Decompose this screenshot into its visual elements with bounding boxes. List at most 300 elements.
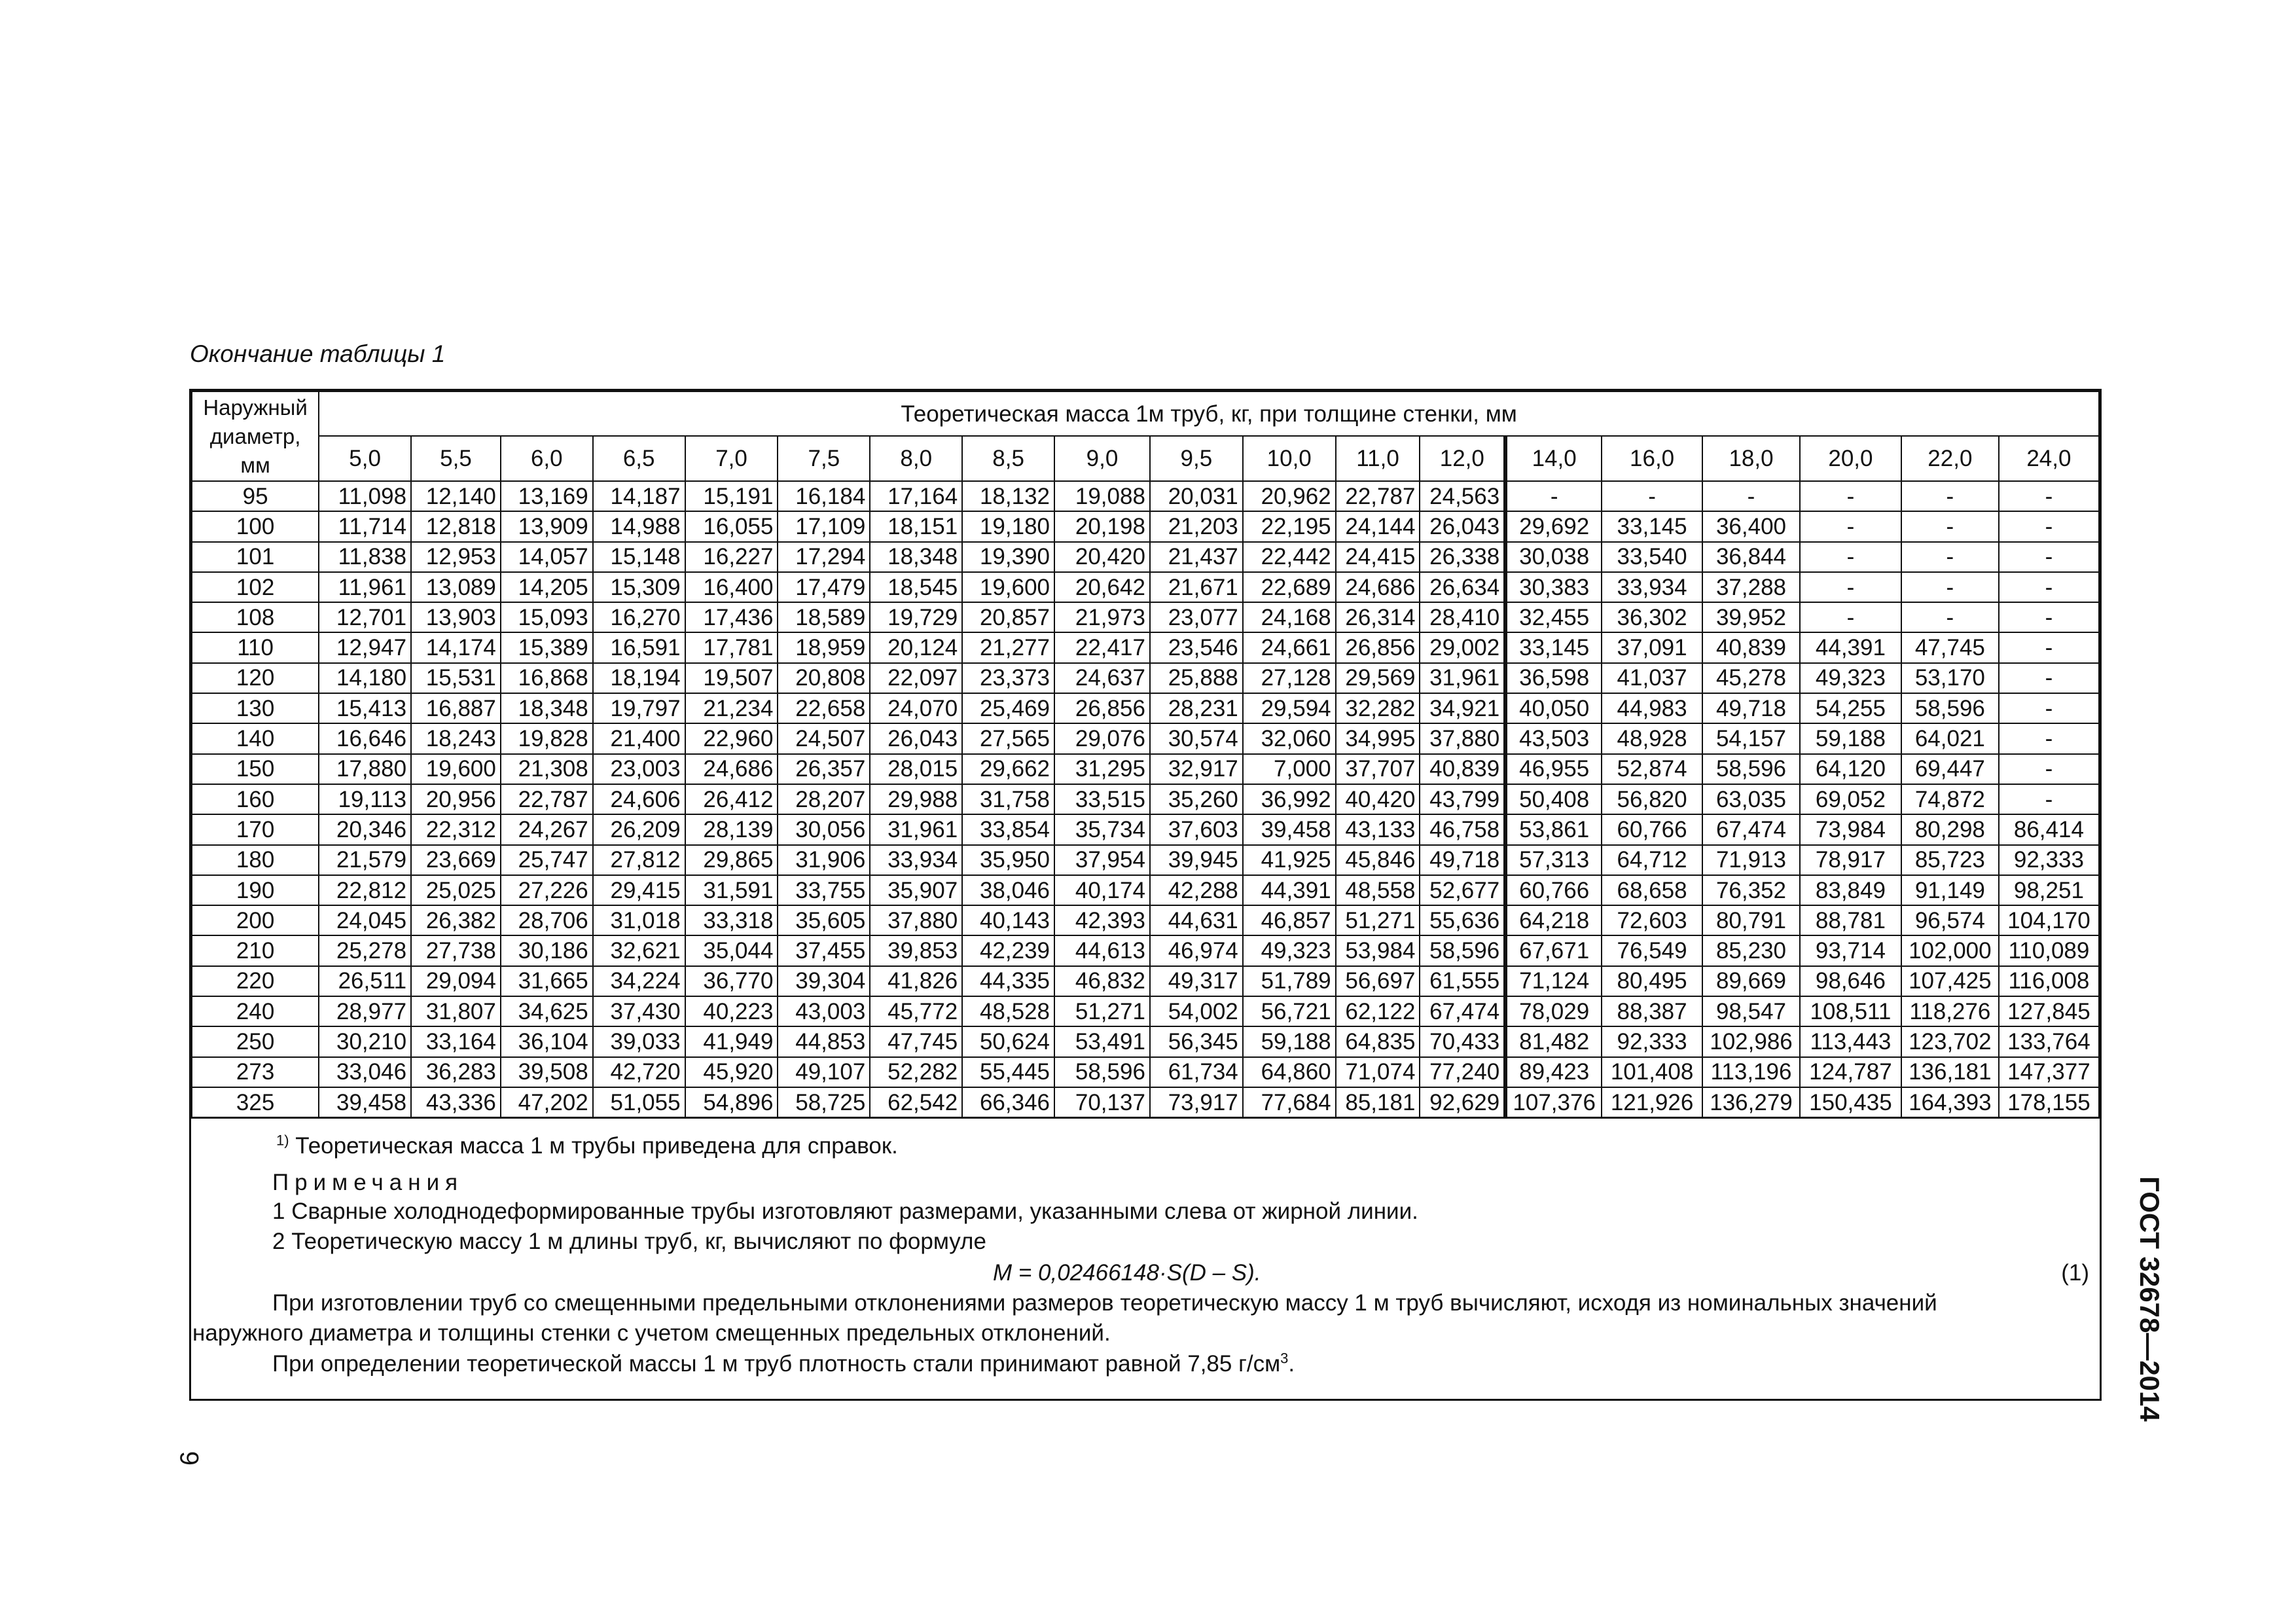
mass-cell: 20,956 <box>411 784 501 814</box>
mass-cell: 11,098 <box>319 481 411 511</box>
mass-cell: 31,961 <box>1420 663 1505 693</box>
mass-cell: 44,613 <box>1054 935 1150 965</box>
mass-cell: 23,546 <box>1150 632 1243 662</box>
mass-cell: 50,408 <box>1505 784 1602 814</box>
mass-cell: 51,271 <box>1336 905 1420 935</box>
mass-cell: 33,145 <box>1602 511 1702 541</box>
mass-cell: 47,202 <box>501 1087 593 1118</box>
mass-cell: 64,120 <box>1800 754 1901 784</box>
mass-cell: 12,701 <box>319 602 411 632</box>
mass-cell: 73,984 <box>1800 814 1901 844</box>
diameter-cell: 273 <box>192 1057 319 1087</box>
mass-cell: 11,961 <box>319 572 411 602</box>
mass-cell: 88,781 <box>1800 905 1901 935</box>
mass-cell: 49,718 <box>1702 693 1800 723</box>
mass-cell: 45,278 <box>1702 663 1800 693</box>
mass-cell: 15,531 <box>411 663 501 693</box>
mass-cell: 16,868 <box>501 663 593 693</box>
mass-cell: 59,188 <box>1243 1026 1336 1056</box>
diameter-cell: 110 <box>192 632 319 662</box>
mass-cell: 41,949 <box>685 1026 778 1056</box>
mass-cell: 80,791 <box>1702 905 1800 935</box>
mass-cell: 28,231 <box>1150 693 1243 723</box>
mass-cell: 22,195 <box>1243 511 1336 541</box>
mass-cell: 23,077 <box>1150 602 1243 632</box>
mass-cell: 20,198 <box>1054 511 1150 541</box>
table-row <box>192 723 2099 753</box>
mass-cell: 127,845 <box>1999 996 2099 1026</box>
thickness-header: 14,0 <box>1505 436 1602 481</box>
mass-cell: 44,983 <box>1602 693 1702 723</box>
table-row <box>192 481 2099 511</box>
mass-cell: 16,227 <box>685 542 778 572</box>
mass-cell: 36,302 <box>1602 602 1702 632</box>
document-side-title: ГОСТ 32678—2014 <box>2134 1176 2165 1422</box>
mass-cell: 55,636 <box>1420 905 1505 935</box>
mass-cell: 92,629 <box>1420 1087 1505 1118</box>
mass-cell: 18,194 <box>593 663 685 693</box>
mass-cell: - <box>1901 511 1999 541</box>
mass-cell: - <box>1800 511 1901 541</box>
mass-cell: 19,180 <box>962 511 1054 541</box>
mass-cell: 45,846 <box>1336 845 1420 875</box>
mass-cell: 29,415 <box>593 875 685 905</box>
mass-cell: 17,109 <box>778 511 870 541</box>
mass-cell: 20,808 <box>778 663 870 693</box>
mass-cell: 121,926 <box>1602 1087 1702 1118</box>
mass-cell: 35,907 <box>870 875 962 905</box>
mass-cell: 24,661 <box>1243 632 1336 662</box>
mass-cell: 19,797 <box>593 693 685 723</box>
mass-cell: 28,706 <box>501 905 593 935</box>
mass-cell: 27,226 <box>501 875 593 905</box>
mass-cell: 36,400 <box>1702 511 1800 541</box>
mass-cell: 42,393 <box>1054 905 1150 935</box>
mass-cell: 33,934 <box>1602 572 1702 602</box>
mass-cell: 24,686 <box>685 754 778 784</box>
mass-cell: 29,002 <box>1420 632 1505 662</box>
thickness-header: 10,0 <box>1243 436 1336 481</box>
mass-cell: 42,288 <box>1150 875 1243 905</box>
mass-cell: 29,692 <box>1505 511 1602 541</box>
mass-cell: 39,033 <box>593 1026 685 1056</box>
mass-cell: 80,298 <box>1901 814 1999 844</box>
mass-cell: 28,015 <box>870 754 962 784</box>
mass-cell: 123,702 <box>1901 1026 1999 1056</box>
mass-cell: - <box>1800 542 1901 572</box>
mass-cell: 26,634 <box>1420 572 1505 602</box>
mass-cell: 22,442 <box>1243 542 1336 572</box>
mass-cell: 24,606 <box>593 784 685 814</box>
mass-cell: 39,952 <box>1702 602 1800 632</box>
mass-cell: 16,184 <box>778 481 870 511</box>
mass-cell: 60,766 <box>1505 875 1602 905</box>
mass-cell: 31,807 <box>411 996 501 1026</box>
mass-cell: 58,596 <box>1054 1057 1150 1087</box>
mass-cell: 102,986 <box>1702 1026 1800 1056</box>
mass-cell: 57,313 <box>1505 845 1602 875</box>
mass-cell: 80,495 <box>1602 966 1702 996</box>
mass-cell: 49,317 <box>1150 966 1243 996</box>
mass-cell: - <box>1901 602 1999 632</box>
mass-cell: 77,684 <box>1243 1087 1336 1118</box>
mass-cell: 33,755 <box>778 875 870 905</box>
mass-cell: 12,140 <box>411 481 501 511</box>
mass-cell: 113,443 <box>1800 1026 1901 1056</box>
mass-cell: - <box>1602 481 1702 511</box>
mass-cell: 20,420 <box>1054 542 1150 572</box>
mass-cell: 34,224 <box>593 966 685 996</box>
mass-cell: 36,770 <box>685 966 778 996</box>
mass-cell: 77,240 <box>1420 1057 1505 1087</box>
mass-cell: 41,037 <box>1602 663 1702 693</box>
mass-cell: 41,826 <box>870 966 962 996</box>
diameter-cell: 250 <box>192 1026 319 1056</box>
mass-cell: 28,207 <box>778 784 870 814</box>
mass-cell: 33,145 <box>1505 632 1602 662</box>
mass-cell: 92,333 <box>1999 845 2099 875</box>
mass-cell: 37,091 <box>1602 632 1702 662</box>
mass-cell: 13,169 <box>501 481 593 511</box>
mass-cell: 22,312 <box>411 814 501 844</box>
mass-cell: 52,677 <box>1420 875 1505 905</box>
mass-cell: 54,157 <box>1702 723 1800 753</box>
table-caption: Окончание таблицы 1 <box>190 340 446 367</box>
mass-cell: 33,318 <box>685 905 778 935</box>
mass-cell: 20,857 <box>962 602 1054 632</box>
notes-heading: Примечания <box>272 1170 464 1196</box>
mass-cell: 62,122 <box>1336 996 1420 1026</box>
mass-cell: 26,412 <box>685 784 778 814</box>
thickness-header: 11,0 <box>1336 436 1420 481</box>
mass-cell: - <box>1999 784 2099 814</box>
mass-cell: 164,393 <box>1901 1087 1999 1118</box>
mass-cell: - <box>1999 693 2099 723</box>
mass-cell: 66,346 <box>962 1087 1054 1118</box>
mass-cell: 52,282 <box>870 1057 962 1087</box>
mass-cell: 59,188 <box>1800 723 1901 753</box>
thickness-header: 8,0 <box>870 436 962 481</box>
paragraph-2 <box>272 1351 1295 1377</box>
mass-cell: 30,210 <box>319 1026 411 1056</box>
mass-cell: 88,387 <box>1602 996 1702 1026</box>
mass-cell: 39,458 <box>1243 814 1336 844</box>
mass-cell: 22,787 <box>1336 481 1420 511</box>
mass-cell: 32,917 <box>1150 754 1243 784</box>
mass-cell: 23,373 <box>962 663 1054 693</box>
mass-cell: 43,133 <box>1336 814 1420 844</box>
diameter-cell: 240 <box>192 996 319 1026</box>
table-row <box>192 966 2099 996</box>
mass-cell: 64,860 <box>1243 1057 1336 1087</box>
mass-cell: 36,992 <box>1243 784 1336 814</box>
mass-cell: 14,205 <box>501 572 593 602</box>
mass-cell: 78,029 <box>1505 996 1602 1026</box>
mass-cell: 58,725 <box>778 1087 870 1118</box>
mass-cell: 98,646 <box>1800 966 1901 996</box>
thickness-header: 12,0 <box>1420 436 1505 481</box>
mass-cell: 17,880 <box>319 754 411 784</box>
mass-cell: 31,961 <box>870 814 962 844</box>
mass-cell: 30,186 <box>501 935 593 965</box>
mass-cell: 60,766 <box>1602 814 1702 844</box>
mass-cell: 20,346 <box>319 814 411 844</box>
mass-cell: 18,132 <box>962 481 1054 511</box>
mass-cell: 21,579 <box>319 845 411 875</box>
thickness-header: 8,5 <box>962 436 1054 481</box>
mass-cell: 13,089 <box>411 572 501 602</box>
mass-cell: 32,621 <box>593 935 685 965</box>
mass-cell: 51,789 <box>1243 966 1336 996</box>
diameter-cell: 130 <box>192 693 319 723</box>
mass-cell: 91,149 <box>1901 875 1999 905</box>
mass-cell: 31,665 <box>501 966 593 996</box>
mass-cell: 31,591 <box>685 875 778 905</box>
mass-cell: 39,304 <box>778 966 870 996</box>
mass-cell: 22,417 <box>1054 632 1150 662</box>
mass-cell: 40,143 <box>962 905 1054 935</box>
mass-cell: 19,507 <box>685 663 778 693</box>
mass-cell: 54,255 <box>1800 693 1901 723</box>
mass-cell: 51,055 <box>593 1087 685 1118</box>
mass-cell: 31,758 <box>962 784 1054 814</box>
diameter-cell: 220 <box>192 966 319 996</box>
mass-cell: 37,288 <box>1702 572 1800 602</box>
mass-cell: 50,624 <box>962 1026 1054 1056</box>
mass-cell: 58,596 <box>1901 693 1999 723</box>
mass-cell: 31,018 <box>593 905 685 935</box>
mass-cell: 18,959 <box>778 632 870 662</box>
mass-cell: 37,603 <box>1150 814 1243 844</box>
page-number: 6 <box>175 1451 204 1466</box>
footnote-text: Теоретическая масса 1 м трубы приведена для справок. <box>289 1133 898 1159</box>
mass-cell: 24,045 <box>319 905 411 935</box>
mass-cell: 35,605 <box>778 905 870 935</box>
mass-cell: 24,563 <box>1420 481 1505 511</box>
mass-cell: 29,569 <box>1336 663 1420 693</box>
mass-cell: 31,906 <box>778 845 870 875</box>
thickness-header: 9,5 <box>1150 436 1243 481</box>
mass-cell: 18,243 <box>411 723 501 753</box>
mass-cell: 28,410 <box>1420 602 1505 632</box>
mass-cell: - <box>1800 602 1901 632</box>
mass-cell: 44,391 <box>1243 875 1336 905</box>
mass-cell: - <box>1999 723 2099 753</box>
paragraph-1-line-1: При изготовлении труб со смещенными предельными отклонениями размеров теоретическую массу 1 м труб вычисляют, исходя из номинальных значений <box>272 1290 1937 1316</box>
mass-cell: 33,934 <box>870 845 962 875</box>
mass-cell: 44,631 <box>1150 905 1243 935</box>
thickness-header: 7,5 <box>778 436 870 481</box>
mass-cell: 27,128 <box>1243 663 1336 693</box>
mass-cell: 18,151 <box>870 511 962 541</box>
mass-cell: 15,148 <box>593 542 685 572</box>
mass-cell: 136,279 <box>1702 1087 1800 1118</box>
diameter-cell: 170 <box>192 814 319 844</box>
mass-cell: 37,707 <box>1336 754 1420 784</box>
mass-cell: 102,000 <box>1901 935 1999 965</box>
mass-cell: 33,164 <box>411 1026 501 1056</box>
mass-cell: 14,187 <box>593 481 685 511</box>
mass-cell: 113,196 <box>1702 1057 1800 1087</box>
table-row <box>192 693 2099 723</box>
mass-cell: 18,545 <box>870 572 962 602</box>
mass-cell: 35,950 <box>962 845 1054 875</box>
mass-cell: 133,764 <box>1999 1026 2099 1056</box>
mass-cell: 53,491 <box>1054 1026 1150 1056</box>
mass-cell: 17,294 <box>778 542 870 572</box>
mass-cell: 56,820 <box>1602 784 1702 814</box>
thickness-header: 22,0 <box>1901 436 1999 481</box>
mass-cell: 37,455 <box>778 935 870 965</box>
table-row <box>192 875 2099 905</box>
mass-cell: 37,880 <box>1420 723 1505 753</box>
mass-cell: 86,414 <box>1999 814 2099 844</box>
mass-cell: 24,637 <box>1054 663 1150 693</box>
mass-cell: 56,697 <box>1336 966 1420 996</box>
mass-cell: 70,433 <box>1420 1026 1505 1056</box>
mass-cell: 46,857 <box>1243 905 1336 935</box>
paragraph-2-sup: 3 <box>1280 1350 1289 1367</box>
paragraph-2-text: При определении теоретической массы 1 м труб плотность стали принимают равной 7,85 г/см <box>272 1351 1281 1377</box>
thickness-header: 6,0 <box>501 436 593 481</box>
mass-cell: 39,458 <box>319 1087 411 1118</box>
diameter-cell: 95 <box>192 481 319 511</box>
mass-cell: 41,925 <box>1243 845 1336 875</box>
diameter-cell: 100 <box>192 511 319 541</box>
mass-cell: - <box>1999 542 2099 572</box>
mass-cell: 14,057 <box>501 542 593 572</box>
mass-cell: 85,181 <box>1336 1087 1420 1118</box>
mass-cell: 23,669 <box>411 845 501 875</box>
mass-cell: - <box>1702 481 1800 511</box>
mass-cell: 7,000 <box>1243 754 1336 784</box>
mass-cell: 48,528 <box>962 996 1054 1026</box>
thickness-header: 20,0 <box>1800 436 1901 481</box>
mass-cell: 13,909 <box>501 511 593 541</box>
mass-cell: 19,113 <box>319 784 411 814</box>
mass-cell: 30,038 <box>1505 542 1602 572</box>
mass-cell: 58,596 <box>1702 754 1800 784</box>
mass-cell: 13,903 <box>411 602 501 632</box>
mass-cell: 83,849 <box>1800 875 1901 905</box>
mass-cell: 72,603 <box>1602 905 1702 935</box>
mass-cell: 49,323 <box>1800 663 1901 693</box>
table-row <box>192 663 2099 693</box>
mass-cell: 15,093 <box>501 602 593 632</box>
mass-cell: 107,376 <box>1505 1087 1602 1118</box>
mass-cell: 15,413 <box>319 693 411 723</box>
mass-cell: 28,977 <box>319 996 411 1026</box>
table-row <box>192 511 2099 541</box>
mass-cell: 47,745 <box>1901 632 1999 662</box>
mass-cell: - <box>1800 481 1901 511</box>
mass-cell: - <box>1800 572 1901 602</box>
mass-cell: 58,596 <box>1420 935 1505 965</box>
mass-cell: - <box>1999 663 2099 693</box>
header-row-2 <box>192 436 2099 481</box>
mass-cell: 35,260 <box>1150 784 1243 814</box>
mass-cell: 56,721 <box>1243 996 1336 1026</box>
mass-cell: 24,144 <box>1336 511 1420 541</box>
mass-cell: 24,267 <box>501 814 593 844</box>
mass-cell: 33,515 <box>1054 784 1150 814</box>
mass-cell: 25,888 <box>1150 663 1243 693</box>
mass-cell: 85,723 <box>1901 845 1999 875</box>
mass-cell: 16,646 <box>319 723 411 753</box>
diameter-cell: 108 <box>192 602 319 632</box>
mass-cell: 26,209 <box>593 814 685 844</box>
mass-cell: - <box>1505 481 1602 511</box>
diameter-header-line-2: диаметр, <box>209 424 301 448</box>
mass-cell: 14,180 <box>319 663 411 693</box>
mass-cell: 27,738 <box>411 935 501 965</box>
mass-cell: 76,352 <box>1702 875 1800 905</box>
diameter-cell: 140 <box>192 723 319 753</box>
mass-cell: 32,455 <box>1505 602 1602 632</box>
mass-cell: 34,995 <box>1336 723 1420 753</box>
diameter-cell: 190 <box>192 875 319 905</box>
diameter-cell: 101 <box>192 542 319 572</box>
thickness-header: 9,0 <box>1054 436 1150 481</box>
note-2: 2 Теоретическую массу 1 м длины труб, кг, вычисляют по формуле <box>272 1229 986 1255</box>
mass-cell: 16,887 <box>411 693 501 723</box>
mass-cell: 46,832 <box>1054 966 1150 996</box>
diameter-cell: 210 <box>192 935 319 965</box>
mass-cell: 26,357 <box>778 754 870 784</box>
mass-cell: 17,164 <box>870 481 962 511</box>
mass-cell: 34,625 <box>501 996 593 1026</box>
mass-cell: 36,283 <box>411 1057 501 1087</box>
mass-cell: 89,423 <box>1505 1057 1602 1087</box>
mass-cell: 24,168 <box>1243 602 1336 632</box>
mass-cell: 22,812 <box>319 875 411 905</box>
thickness-header: 18,0 <box>1702 436 1800 481</box>
mass-cell: 24,415 <box>1336 542 1420 572</box>
mass-cell: 49,107 <box>778 1057 870 1087</box>
mass-cell: 19,600 <box>411 754 501 784</box>
table-row <box>192 754 2099 784</box>
thickness-header: 5,0 <box>319 436 411 481</box>
table-row <box>192 814 2099 844</box>
mass-cell: - <box>1901 572 1999 602</box>
mass-cell: 22,960 <box>685 723 778 753</box>
mass-cell: 36,104 <box>501 1026 593 1056</box>
mass-cell: 39,853 <box>870 935 962 965</box>
mass-cell: 26,856 <box>1054 693 1150 723</box>
mass-cell: 32,282 <box>1336 693 1420 723</box>
mass-cell: 29,988 <box>870 784 962 814</box>
mass-cell: 78,917 <box>1800 845 1901 875</box>
mass-cell: 26,314 <box>1336 602 1420 632</box>
mass-cell: 20,962 <box>1243 481 1336 511</box>
table-row <box>192 996 2099 1026</box>
mass-cell: 30,574 <box>1150 723 1243 753</box>
mass-cell: 43,336 <box>411 1087 501 1118</box>
mass-cell: - <box>1999 572 2099 602</box>
mass-cell: 40,839 <box>1420 754 1505 784</box>
mass-cell: 21,277 <box>962 632 1054 662</box>
mass-cell: 68,658 <box>1602 875 1702 905</box>
table-row <box>192 935 2099 965</box>
mass-cell: 29,865 <box>685 845 778 875</box>
mass-cell: 11,714 <box>319 511 411 541</box>
mass-table <box>191 391 2100 1119</box>
mass-cell: 36,598 <box>1505 663 1602 693</box>
mass-cell: 43,503 <box>1505 723 1602 753</box>
mass-cell: 33,540 <box>1602 542 1702 572</box>
table-row <box>192 1026 2099 1056</box>
mass-cell: 15,191 <box>685 481 778 511</box>
